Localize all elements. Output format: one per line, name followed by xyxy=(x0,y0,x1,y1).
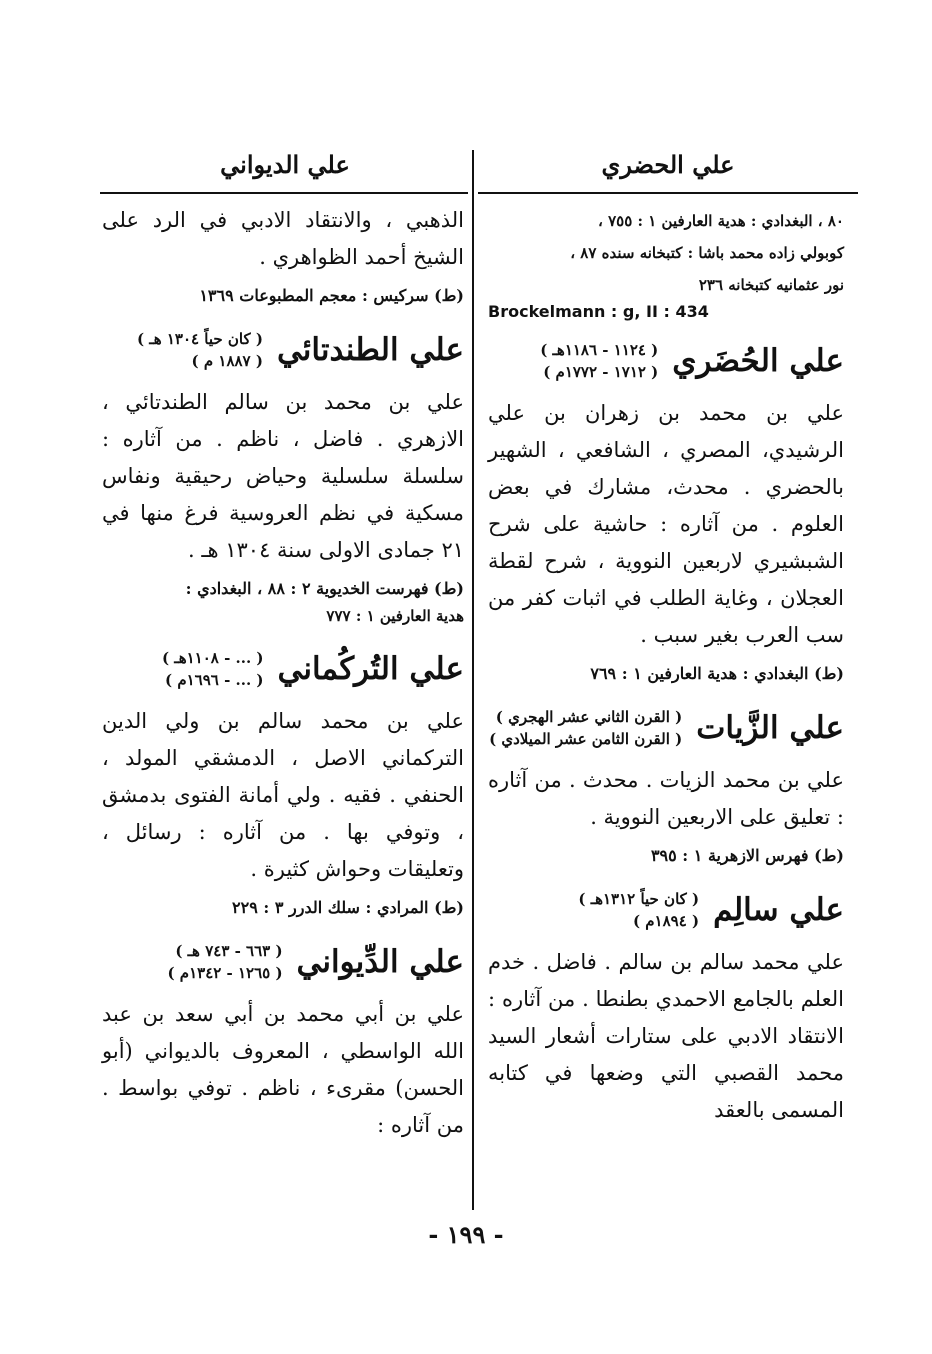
entry-body: علي بن محمد بن سالم الطندتائي ، الازهري . فاضل ، ناظم . من آثاره : سلسلة سلسلية وحياض رحيقية ونفاس مسكية في نظم العروسية فرغ منها في ٢١ جمادى الاولى سنة ١٣٠٤ هـ . xyxy=(102,390,464,562)
right-column-header: علي الحضري xyxy=(601,150,735,179)
date-hijri: ( كان حياً ١٣٠٤ هـ ) xyxy=(136,330,263,348)
entry-ref: (ط) المرادي : سلك الدرر ٣ : ٢٢٩ xyxy=(232,898,464,917)
entry-heading xyxy=(102,328,464,372)
entry-dates xyxy=(489,706,682,750)
entry-heading xyxy=(102,647,464,691)
date-hijri: ( ١١٢٤ - ١١٨٦هـ ) xyxy=(540,341,659,359)
entry-name: علي الطندتائي xyxy=(276,332,464,368)
right-header-rule xyxy=(478,192,858,194)
entry-ref: هدية العارفين ١ : ٧٧٧ xyxy=(326,607,464,625)
entry-ref: (ط) فهرست الخديوية ٢ : ٨٨ ، البغدادي : xyxy=(185,579,464,598)
column-divider xyxy=(472,150,474,1210)
entry-name: علي التُركُماني xyxy=(277,651,464,687)
intro-ref-line: نور عثمانيه كتبخانه ٢٣٦ xyxy=(698,276,844,294)
entry-body: علي محمد سالم بن سالم . فاضل . خدم العلم بالجامع الاحمدي بطنطا . من آثاره : الانتقاد الادبي على ستارات أشعار السيد محمد القصبي التي وضعها في كتابه المسمى بالعقد xyxy=(488,950,844,1122)
entry-dates xyxy=(137,328,263,372)
page-number: - ١٩٩ - xyxy=(428,1220,504,1249)
date-gregorian: ( القرن الثامن عشر الميلادي ) xyxy=(489,730,683,748)
right-column xyxy=(488,202,844,1129)
entry-dates xyxy=(540,339,658,383)
entry-body: علي بن محمد سالم بن ولي الدين التركماني الاصل ، الدمشقي المولد ، الحنفي . فقيه . ولي أمانة الفتوى بدمشق ، وتوفي بها . من آثاره : رسائل ، وتعليقات وحواش كثيرة . xyxy=(102,709,464,881)
date-hijri: ( ٦٦٣ - ٧٤٣ هـ ) xyxy=(175,942,283,960)
date-gregorian: ( ١٨٩٤م ) xyxy=(632,912,700,930)
entry-heading xyxy=(488,706,844,750)
intro-latin-ref: Brockelmann : g, II : 434 xyxy=(488,302,709,321)
entry-ref: (ط) فهرس الازهرية ١ : ٣٩٥ xyxy=(650,846,844,865)
continuation-body: الذهبي ، والانتقاد الادبي في الرد على الشيخ أحمد الظواهري . xyxy=(102,208,464,269)
entry-name: علي الزَّيات xyxy=(696,710,844,746)
entry-heading xyxy=(488,339,844,383)
left-column xyxy=(102,202,464,1144)
entry-dates xyxy=(162,647,264,691)
entry-dates xyxy=(167,940,282,984)
intro-ref-line: كوبولي زاده محمد باشا : كتبخانه سنده ٨٧ ، xyxy=(570,244,844,262)
entry-name: علي سالِم xyxy=(713,892,844,928)
left-header-rule xyxy=(100,192,468,194)
entry-dates xyxy=(578,888,699,932)
date-gregorian: ( ١٨٨٧ م ) xyxy=(191,352,263,370)
entry-heading xyxy=(102,940,464,984)
left-column-header: علي الديواني xyxy=(220,150,350,179)
date-hijri: ( القرن الثاني عشر الهجري ) xyxy=(495,708,683,726)
entry-body: علي بن محمد الزيات . محدث . من آثاره : تعليق على الاربعين النووية . xyxy=(488,768,844,829)
entry-ref: (ط) البغدادي : هدية العارفين ١ : ٧٦٩ xyxy=(590,664,844,683)
date-gregorian: ( ١٧١٢ - ١٧٧٢م ) xyxy=(543,363,659,381)
entry-name: علي الدِّيواني xyxy=(296,944,464,980)
continuation-ref: (ط) سركيس : معجم المطبوعات ١٣٦٩ xyxy=(199,286,464,305)
date-hijri: ( ... - ١١٠٨هـ ) xyxy=(161,649,264,667)
entry-body: علي بن محمد بن زهران بن علي الرشيدي، المصري ، الشافعي ، الشهير بالحضري . محدث، مشارك في بعض العلوم . من آثاره : حاشية على شرح الشبشيري لاربعين النووية ، شرح لقطة العجلان ، وغاية الطلب في اثبات كفر من سب العرب بغير سبب . xyxy=(488,401,844,647)
intro-ref-line: ٨٠ ، البغدادي : هدية العارفين ١ : ٧٥٥ ، xyxy=(598,212,844,230)
date-hijri: ( كان حياً ١٣١٢هـ ) xyxy=(578,890,700,908)
entry-name: علي الحُضَري xyxy=(672,343,844,379)
entry-heading xyxy=(488,888,844,932)
date-gregorian: ( ١٢٦٥ - ١٣٤٢م ) xyxy=(167,964,283,982)
date-gregorian: ( ... - ١٦٩٦م ) xyxy=(165,671,264,689)
entry-body: علي بن أبي محمد بن أبي سعد بن عبد الله الواسطي ، المعروف بالديواني (أبو الحسن) مقرىء ، ناظم . توفي بواسط . من آثاره : xyxy=(102,1002,464,1137)
